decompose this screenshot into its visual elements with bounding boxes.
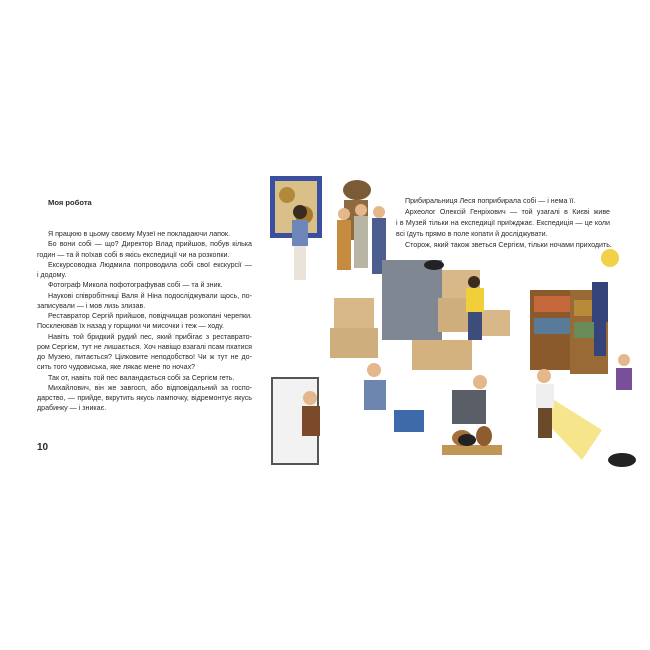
text-line: Так от, навіть той пес валандається собі за Сергієм геть. [48,373,235,382]
text-line: Екскурсоводка Людмила попроводила собі свої екскурсії — [48,260,252,269]
text-line: Навіть той бридкий рудий пес, який прибігає з реставрато- [48,332,252,341]
left-page-text [37,229,252,414]
text-line: драбинку — і зникає. [37,404,107,413]
chapter-title: Моя робота [48,198,92,207]
text-line: Сторож, який також зветься Сергієм, тільки ночами приходить. [405,241,612,249]
text-line: всі їдуть прямо в поле копати й досліджувати. [396,230,548,238]
door-and-caretaker [272,378,320,464]
text-line: записували — і мов лизь злизав. [37,301,146,310]
text-line: Посклеював їх назад у горщики чи мисочки і теж — ходу. [37,322,224,331]
text-line: дарство, — прийде, вкрутить якусь лампочку, відремонтує якусь [37,394,252,402]
cardboard-boxes [330,260,510,370]
text-line: до Музею, питається? Цілковите неподобство! Чи ж тут не до- [37,353,252,361]
text-line: ром Сергієм, тут не лишається. Хоч навіщо взагалі псам пхатися [37,342,252,351]
person-lightbulb [592,249,619,356]
text-line: Бо вони собі — що? Директор Влад прийшов, побув кілька [48,240,252,249]
museum-staff-illustration [262,170,650,478]
text-line: сить того чудовиська, яке лякає мене по ночах? [37,363,196,372]
text-line: і в Музей тільки на експедиції приїжджає. Експедиція — це коли [396,219,610,227]
text-line: Прибиральниця Леся поприбирала собі — і нема її. [405,197,576,205]
people-group [337,204,386,274]
text-line: Наукові співробітниці Валя й Ніна подосліджували щось, по- [48,291,252,300]
text-line: Фотограф Микола пофотографував собі — та й зник. [48,281,223,290]
text-line: Я працюю в цьому своєму Музеї не покладаючи лапок. [48,230,230,238]
restorer-and-archaeologist [364,363,487,432]
page-number: 10 [37,442,49,453]
text-line: Реставратор Сергій прийшов, повідчищав розкопані черепки. [48,312,252,320]
text-line: годин — та й поїхав собі в якісь експедиції чи на розкопки. [37,250,230,259]
text-line: Археолог Олексій Генріхович — той узагалі в Києві живе [405,208,610,216]
text-line: Михайлович, він же завгосп, або відповідальний за госпо- [48,383,252,392]
text-line: і додому. [37,271,67,279]
